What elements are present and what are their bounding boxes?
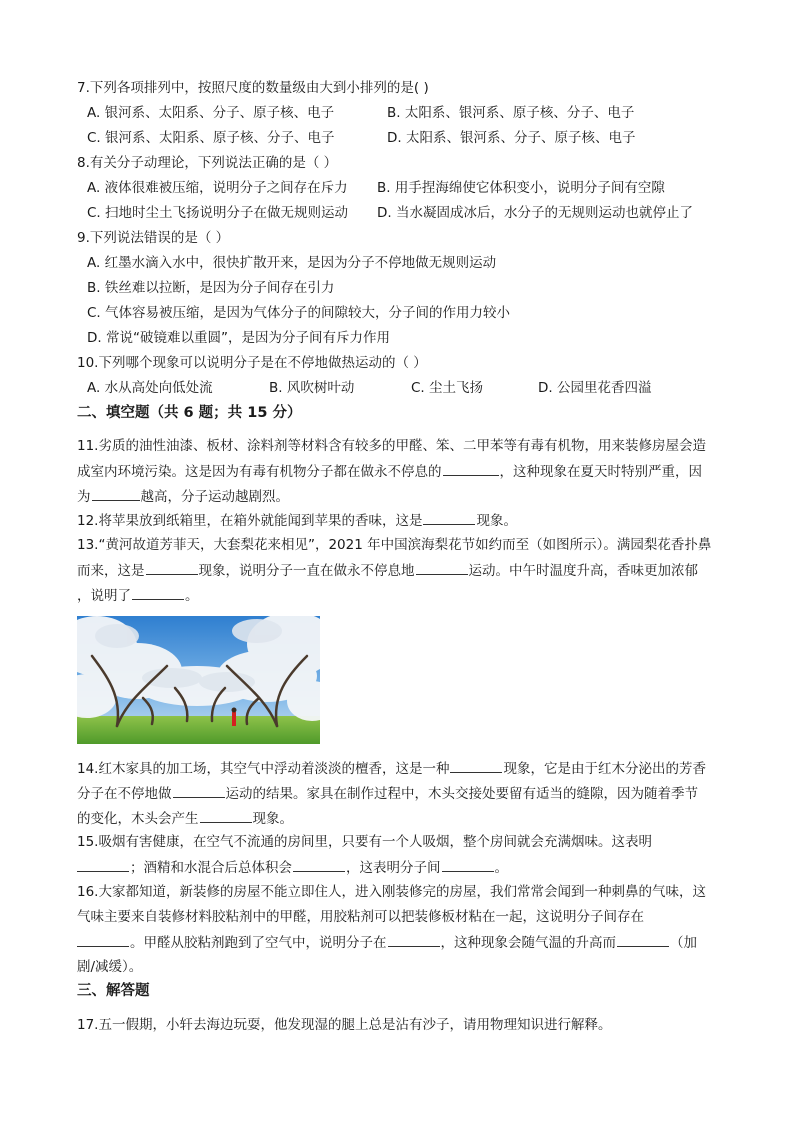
answer-blank	[416, 561, 468, 575]
q15-line-1: 15.吸烟有害健康，在空气不流通的房间里，只要有一个人吸烟，整个房间就会充满烟味。这表明	[77, 834, 652, 850]
answer-blank	[146, 561, 198, 575]
q14-text: 运动的结果。家具在制作过程中，木头交接处要留有适当的缝隙，因为随着季节	[225, 786, 698, 802]
q14-text: 现象。	[252, 811, 293, 827]
q9-option-d: D. 常说“破镜难以重圆”，是因为分子间有斥力作用	[87, 330, 390, 346]
q8-option-a: A. 液体很难被压缩，说明分子之间存在斥力	[87, 180, 348, 196]
q9-option-a: A. 红墨水滴入水中，很快扩散开来，是因为分子不停地做无规则运动	[87, 255, 497, 271]
q14-line-3	[77, 809, 293, 828]
q8-option-b: B. 用手捏海绵使它体积变小，说明分子间有空隙	[377, 180, 665, 196]
answer-blank	[77, 858, 129, 872]
q7-option-b: B. 太阳系、银河系、原子核、分子、电子	[387, 105, 635, 121]
q7-option-d: D. 太阳系、银河系、分子、原子核、电子	[387, 130, 636, 146]
q13-text: 运动。中午时温度升高，香味更加浓郁	[468, 563, 698, 579]
q10-option-b: B. 风吹树叶动	[269, 380, 355, 396]
q10-stem: 10.下列哪个现象可以说明分子是在不停地做热运动的（ ）	[77, 355, 427, 371]
answer-blank	[442, 858, 494, 872]
q13-text: 而来，这是	[77, 563, 145, 579]
answer-blank	[200, 809, 252, 823]
section-heading-answer: 三、解答题	[77, 983, 150, 999]
q12-text: 现象。	[476, 513, 517, 529]
q13-line-2	[77, 561, 698, 580]
answer-blank	[173, 784, 225, 798]
q9-stem: 9.下列说法错误的是（ ）	[77, 230, 230, 246]
q14-text: 14.红木家具的加工场，其空气中浮动着淡淡的檀香，这是一种	[77, 761, 450, 777]
q16-line-4: 剧/减缓）。	[77, 959, 143, 975]
q13-text: 。	[185, 588, 199, 604]
q16-line-1: 16.大家都知道，新装修的房屋不能立即住人，进入刚装修完的房屋，我们常常会闻到一种刺鼻的气味，这	[77, 884, 706, 900]
section-heading-fill-in: 二、填空题（共 6 题；共 15 分）	[77, 405, 302, 421]
q16-line-3	[77, 933, 697, 952]
q16-line-2: 气味主要来自装修材料胶粘剂中的甲醛，用胶粘剂可以把装修板材粘在一起，这说明分子间存在	[77, 909, 644, 925]
q14-text: 的变化，木头会产生	[77, 811, 199, 827]
q17-line: 17.五一假期，小轩去海边玩耍，他发现湿的腿上总是沾有沙子，请用物理知识进行解释。	[77, 1017, 612, 1033]
q9-option-b: B. 铁丝难以拉断，是因为分子间存在引力	[87, 280, 335, 296]
q7-option-c: C. 银河系、太阳系、原子核、分子、电子	[87, 130, 335, 146]
q15-text: 。	[494, 860, 508, 876]
q14-text: 分子在不停地做	[77, 786, 172, 802]
q13-text: 现象，说明分子一直在做永不停息地	[198, 563, 415, 579]
q14-text: 现象，它是由于红木分泌出的芳香	[503, 761, 706, 777]
q8-option-c: C. 扫地时尘土飞扬说明分子在做无规则运动	[87, 205, 349, 221]
answer-blank	[132, 586, 184, 600]
q13-line-3	[77, 586, 199, 605]
q11-text: 越高，分子运动越剧烈。	[140, 489, 289, 505]
answer-blank	[423, 511, 475, 525]
q16-text: 。甲醛从胶粘剂跑到了空气中，说明分子在	[130, 935, 387, 951]
q10-option-a: A. 水从高处向低处流	[87, 380, 213, 396]
q8-stem: 8.有关分子动理论，下列说法正确的是（ ）	[77, 155, 338, 171]
q11-line-2	[77, 462, 702, 481]
q7-stem: 7.下列各项排列中，按照尺度的数量级由大到小排列的是( )	[77, 80, 429, 96]
q11-text: 成室内环境污染。这是因为有毒有机物分子都在做永不停息的	[77, 464, 442, 480]
q10-option-d: D. 公园里花香四溢	[538, 380, 652, 396]
q13-line-1: 13.“黄河故道芳菲天，大套梨花来相见”，2021 年中国滨海梨花节如约而至（如图所示）。满园梨花香扑鼻	[77, 537, 712, 553]
q13-text: ，说明了	[77, 588, 131, 604]
q7-option-a: A. 银河系、太阳系、分子、原子核、电子	[87, 105, 335, 121]
q12-text: 12.将苹果放到纸箱里，在箱外就能闻到苹果的香味，这是	[77, 513, 423, 529]
q11-text: 为	[77, 489, 91, 505]
answer-blank	[77, 933, 129, 947]
pear-blossom-photo	[77, 616, 320, 744]
answer-blank	[388, 933, 440, 947]
q16-text: （加	[670, 935, 697, 951]
q14-line-1	[77, 759, 706, 778]
answer-blank	[293, 858, 345, 872]
q10-option-c: C. 尘土飞扬	[411, 380, 484, 396]
q15-line-2	[77, 858, 508, 877]
q15-text: ；酒精和水混合后总体积会	[130, 860, 292, 876]
q12-line	[77, 511, 517, 530]
answer-blank	[92, 487, 140, 501]
answer-blank	[617, 933, 669, 947]
q9-option-c: C. 气体容易被压缩，是因为气体分子的间隙较大，分子间的作用力较小	[87, 305, 511, 321]
q11-line-3	[77, 487, 289, 506]
q8-option-d: D. 当水凝固成冰后，水分子的无规则运动也就停止了	[377, 205, 693, 221]
q11-line-1: 11.劣质的油性油漆、板材、涂料剂等材料含有较多的甲醛、笨、二甲苯等有毒有机物，用来装修房屋会造	[77, 438, 706, 454]
answer-blank	[443, 462, 499, 476]
q16-text: ，这种现象会随气温的升高而	[440, 935, 616, 951]
answer-blank	[450, 759, 502, 773]
q11-text: ，这种现象在夏天时特别严重，因	[499, 464, 702, 480]
q14-line-2	[77, 784, 698, 803]
q15-text: ，这表明分子间	[346, 860, 441, 876]
